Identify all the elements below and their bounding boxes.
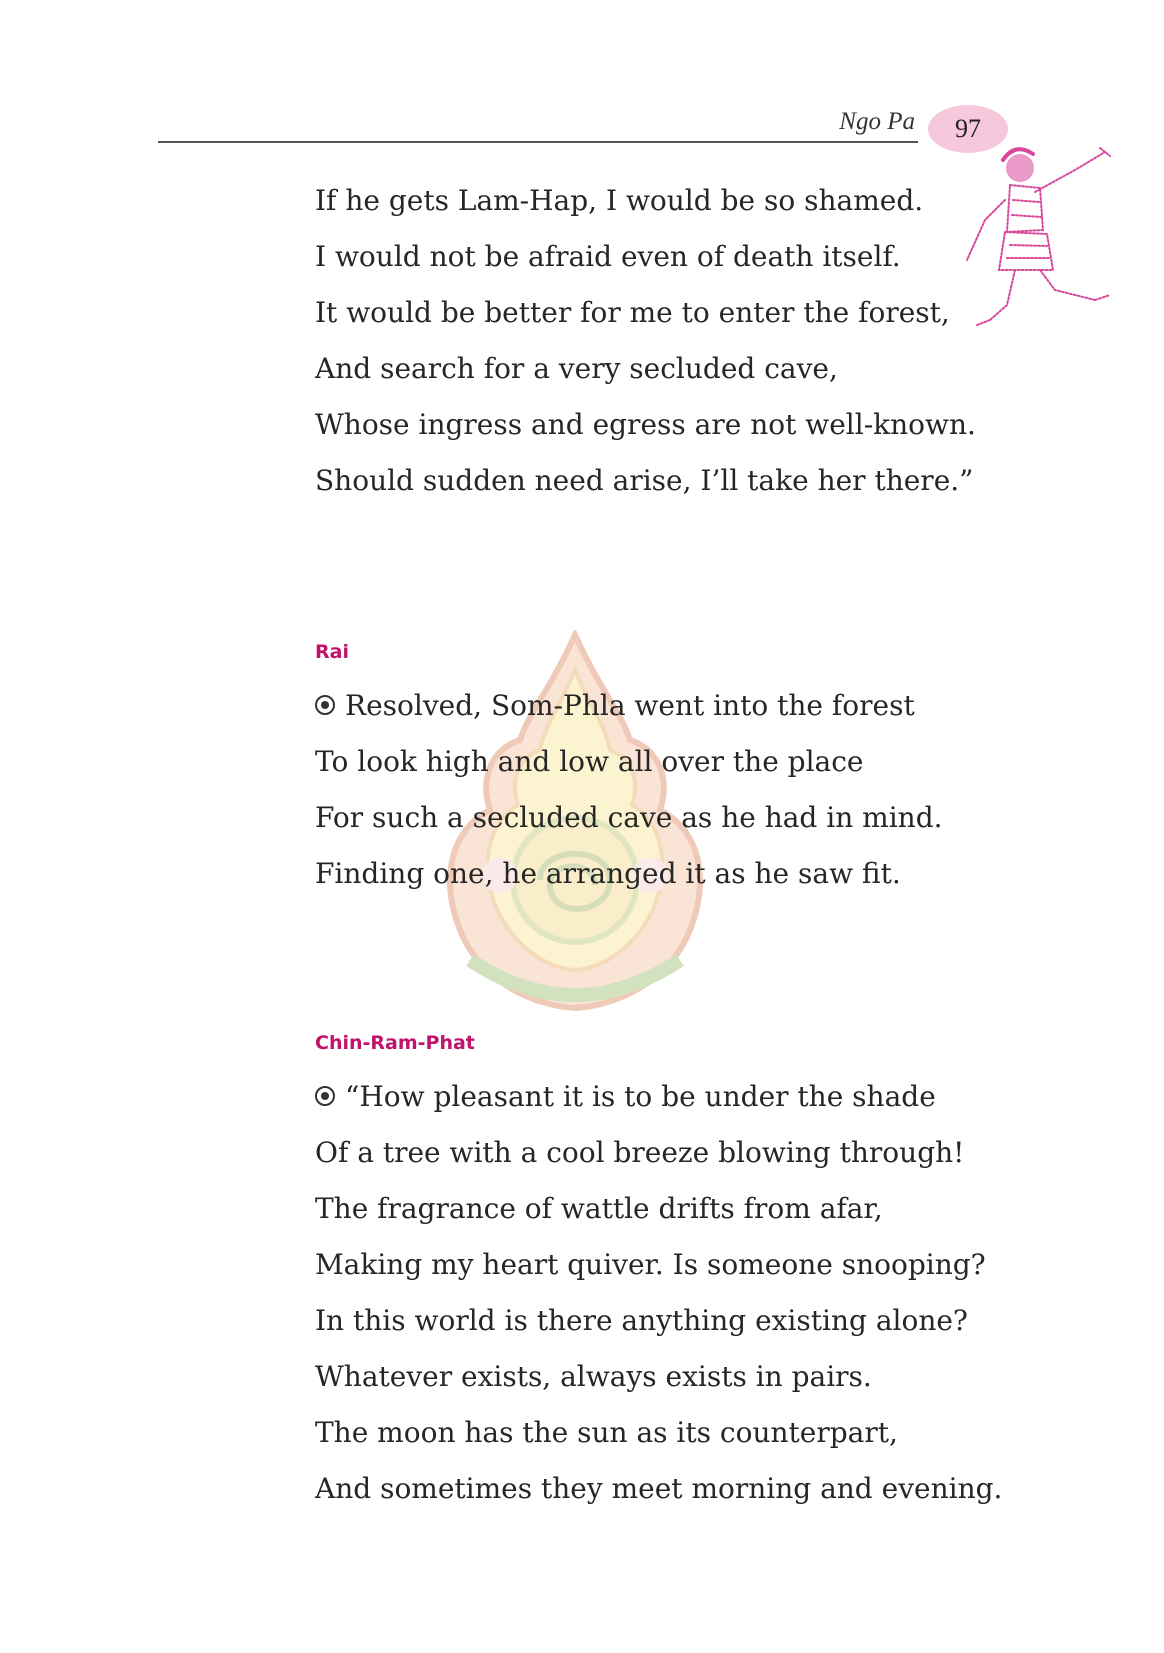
section-heading-rai: Rai	[315, 641, 349, 663]
verse-line: The moon has the sun as its counterpart,	[315, 1416, 898, 1449]
verse-line: And search for a very secluded cave,	[315, 352, 838, 385]
verse-line: To look high and low all over the place	[315, 745, 864, 778]
verse-line: I would not be afraid even of death itself.	[315, 240, 901, 273]
circled-dot-icon	[315, 1086, 335, 1106]
stanza-rai	[315, 678, 1035, 902]
verse-line-text: Resolved, Som-Phla went into the forest	[345, 689, 915, 722]
verse-line: It would be better for me to enter the forest,	[315, 296, 950, 329]
verse-line: The fragrance of wattle drifts from afar,	[315, 1192, 883, 1225]
verse-line	[315, 1069, 1035, 1125]
verse-line: Whatever exists, always exists in pairs.	[315, 1360, 872, 1393]
verse-line: Should sudden need arise, I’ll take her there.”	[315, 464, 974, 497]
verse-line: Whose ingress and egress are not well-known.	[315, 408, 976, 441]
stanza-opening	[315, 173, 1035, 509]
stanza-chin-ram-phat	[315, 1069, 1035, 1517]
page-number-badge: 97	[928, 105, 1008, 153]
verse-line: Finding one, he arranged it as he saw fit.	[315, 857, 901, 890]
verse-line: If he gets Lam-Hap, I would be so shamed.	[315, 184, 924, 217]
verse-line: Of a tree with a cool breeze blowing through!	[315, 1136, 965, 1169]
verse-line: In this world is there anything existing alone?	[315, 1304, 968, 1337]
circled-dot-icon	[315, 695, 335, 715]
verse-line: Making my heart quiver. Is someone snooping?	[315, 1248, 986, 1281]
running-title: Ngo Pa	[839, 108, 915, 135]
verse-line-text: “How pleasant it is to be under the shade	[345, 1080, 936, 1113]
header-rule	[158, 141, 918, 143]
verse-line: For such a secluded cave as he had in mind.	[315, 801, 943, 834]
verse-line: And sometimes they meet morning and evening.	[315, 1472, 1003, 1505]
section-heading-chin-ram-phat: Chin-Ram-Phat	[315, 1032, 475, 1054]
verse-line	[315, 678, 1035, 734]
